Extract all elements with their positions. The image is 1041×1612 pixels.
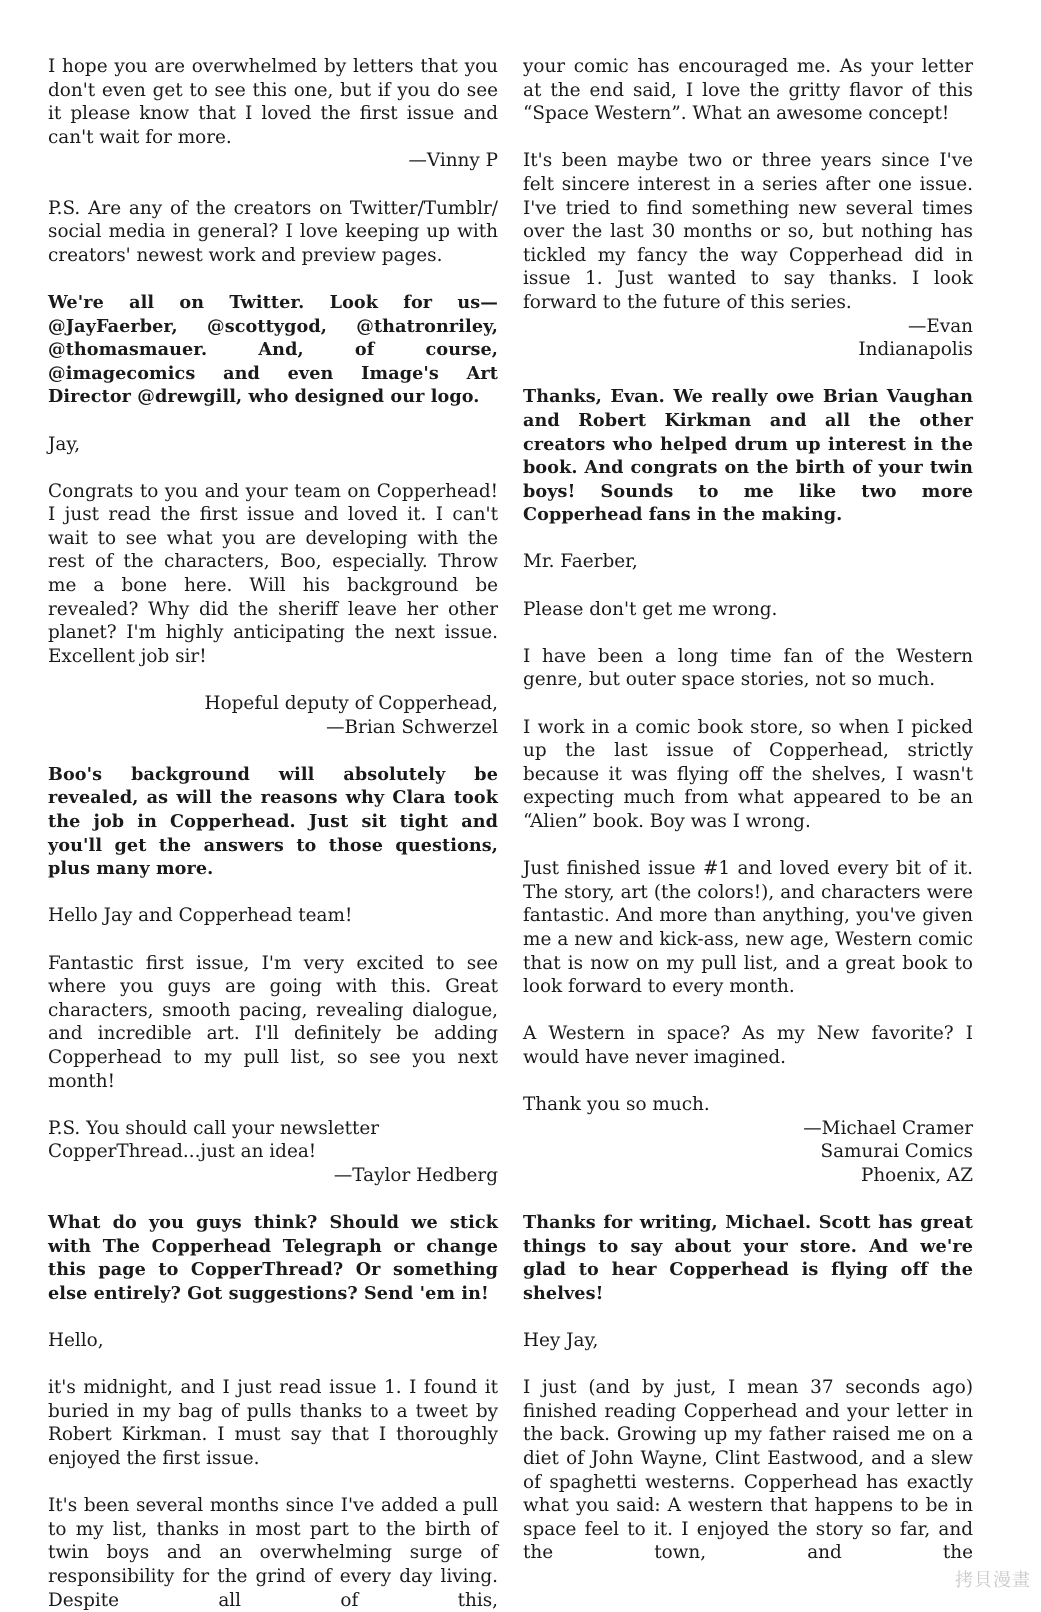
letter-signature: Indianapolis <box>858 339 973 361</box>
editor-reply: We're all on Twitter. Look for us—@JayFaerber, @scottygod, @thatronriley, @thomasmauer. And, of course, @imagecomics and even Image's Art Director @drewgill, who designed our logo. <box>48 291 498 408</box>
right-column <box>523 55 973 1565</box>
letter-text: Just finished issue #1 and loved every bit of it. The story, art (the colors!), and characters were fantastic. And more than anything, you've given me a new and kick-ass, new age, Western comic that is now on my pull list, and a great book to look forward to every month. <box>523 858 973 998</box>
letter-text: I hope you are overwhelmed by letters that you don't even get to see this one, but if you do see it please know that I loved the first issue and can't wait for more. <box>48 56 498 148</box>
letter-postscript: CopperThread...just an idea! <box>48 1141 317 1163</box>
letter-text: I have been a long time fan of the Western genre, but outer space stories, not so much. <box>523 645 973 691</box>
letter-signature: Hopeful deputy of Copperhead, <box>204 693 498 715</box>
letter-signature: —Evan <box>907 315 973 337</box>
editor-reply: Boo's background will absolutely be revealed, as will the reasons why Clara took the job in Copperhead. Just sit tight and you'll get the answers to those questions, plus many more. <box>48 763 498 880</box>
letter-text: Congrats to you and your team on Copperhead! I just read the first issue and loved it. I can't wait to see what you are developing with the rest of the characters, Boo, especially. Throw me a bone here. Will his background be revealed? Why did the sheriff leave her other planet? I'm highly anticipating the next issue. Excellent job sir! <box>48 480 498 667</box>
letter-text: your comic has encouraged me. As your letter at the end said, I love the gritty flavor of this “Space Western”. What an awesome concept! <box>523 56 973 125</box>
letter-greeting: Hello Jay and Copperhead team! <box>48 905 353 927</box>
letter-text: I work in a comic book store, so when I picked up the last issue of Copperhead, strictly because it was flying off the shelves, I wasn't expecting much from what appeared to be an “Alien” book. Boy was I wrong. <box>523 716 973 832</box>
editor-reply: Thanks, Evan. We really owe Brian Vaughan and Robert Kirkman and all the other creators who helped drum up interest in the book. And congrats on the birth of your twin boys! Sounds to me like two more Copperhead fans in the making. <box>523 386 973 526</box>
letter-text: A Western in space? As my New favorite? I would have never imagined. <box>523 1023 973 1068</box>
letter-signature: —Michael Cramer <box>803 1117 973 1139</box>
letter-text: Fantastic first issue, I'm very excited to see where you guys are going with this. Great characters, smooth pacing, revealing dialogue, and incredible art. I'll definitely be adding Copperhead to my pull list, so see you next month! <box>48 952 498 1092</box>
letter-text: Thank you so much. <box>523 1094 710 1116</box>
letter-signature: —Vinny P <box>408 150 498 172</box>
letter-text: Please don't get me wrong. <box>523 598 778 620</box>
letter-greeting: Hello, <box>48 1330 104 1352</box>
letter-text: P.S. Are any of the creators on Twitter/Tumblr/ social media in general? I love keeping up with creators' newest work and preview pages. <box>48 197 498 266</box>
editor-reply: What do you guys think? Should we stick with The Copperhead Telegraph or change this page to CopperThread? Or something else entirely? Got suggestions? Send 'em in! <box>48 1212 498 1304</box>
letter-text: It's been maybe two or three years since I've felt sincere interest in a series after one issue. I've tried to find something new several times over the last 30 months or so, but nothing has tickled my fancy the way Copperhead did in issue 1. Just wanted to say thanks. I look forward to the future of this series. <box>523 150 973 313</box>
left-column <box>48 55 498 1612</box>
letter-signature: —Brian Schwerzel <box>326 716 498 738</box>
letter-text: it's midnight, and I just read issue 1. I found it buried in my bag of pulls thanks to a tweet by Robert Kirkman. I must say that I thoroughly enjoyed the first issue. <box>48 1377 498 1470</box>
letter-greeting: Jay, <box>48 433 81 455</box>
letter-text: It's been several months since I've added a pull to my list, thanks in most part to the birth of twin boys and an overwhelming surge of responsibility for the grind of every day living. Despite all of this, <box>48 1495 498 1611</box>
watermark: 拷貝漫畫 <box>955 1570 1031 1591</box>
letter-greeting: Hey Jay, <box>523 1330 599 1352</box>
letter-postscript: P.S. You should call your newsletter <box>48 1117 380 1139</box>
letter-text: I just (and by just, I mean 37 seconds ago) finished reading Copperhead and your letter in the back. Growing up my father raised me on a diet of John Wayne, Clint Eastwood, and a slew of spaghetti westerns. Copperhead has exactly what you said: A western that happens to be in space feel to it. I enjoyed the story so far, and the town, and the <box>523 1377 973 1564</box>
letter-signature: Phoenix, AZ <box>860 1164 973 1186</box>
letter-signature: Samurai Comics <box>820 1141 973 1163</box>
editor-reply: Thanks for writing, Michael. Scott has great things to say about your store. And we're glad to hear Copperhead is flying off the shelves! <box>523 1212 973 1304</box>
letter-signature: —Taylor Hedberg <box>333 1164 498 1186</box>
letter-greeting: Mr. Faerber, <box>523 551 638 573</box>
